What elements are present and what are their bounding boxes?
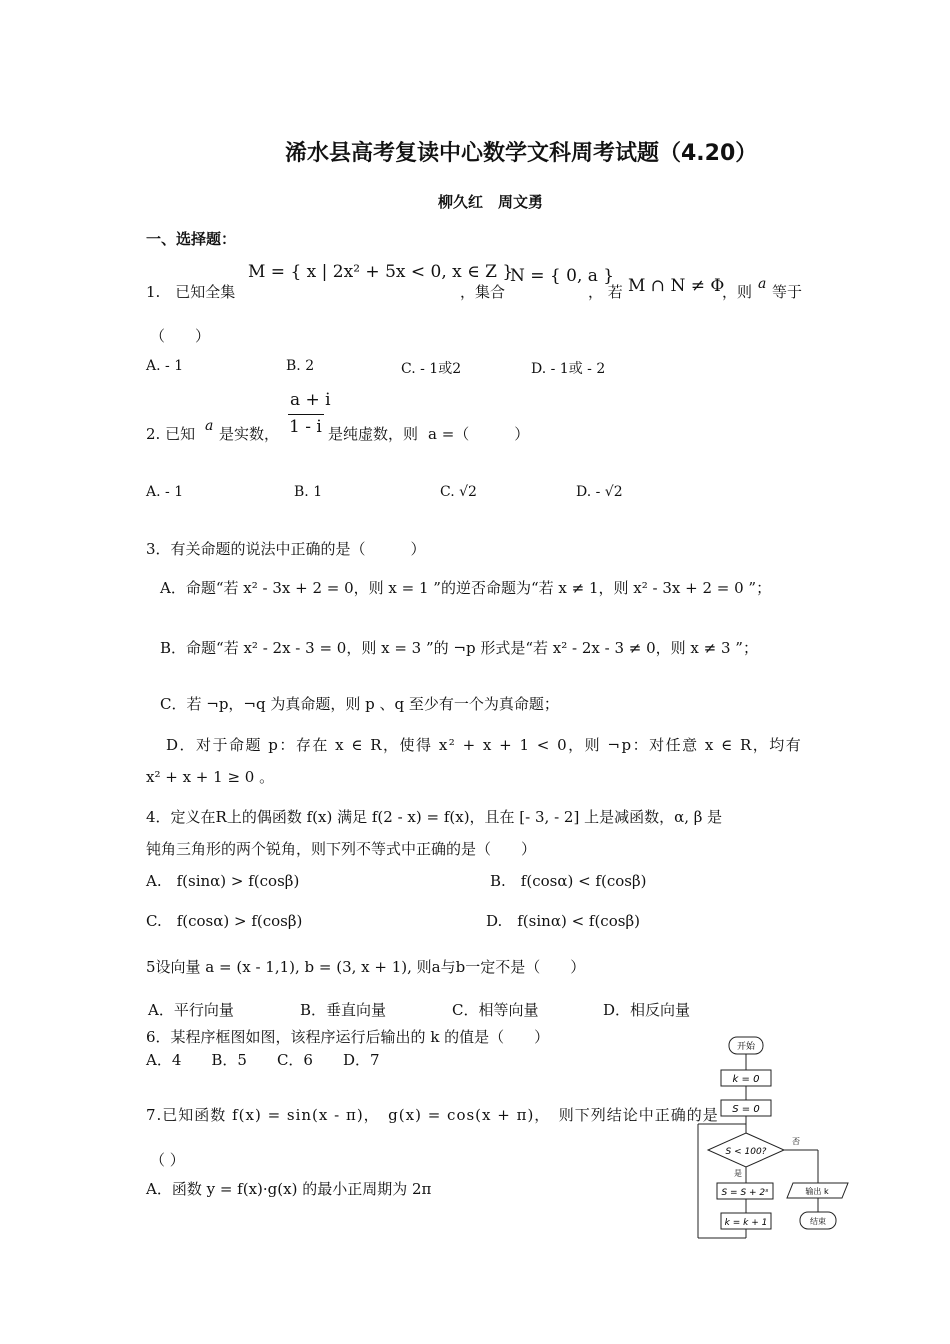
flowchart-no-label: 否 [792,1137,800,1146]
q6-options: A．4 B．5 C．6 D．7 [146,1051,380,1069]
flowchart-output-label: 输出 k [805,1187,829,1196]
q2-numerator: a + i [290,390,331,410]
q1-option-b: B. 2 [286,358,315,374]
q3-option-d-line2: x² + x + 1 ≥ 0 。 [146,768,275,786]
q7-stem: 7.已知函数 f(x) = sin(x - π)， g(x) = cos(x + π)， 则下列结论中正确的是 [146,1106,719,1124]
q3-option-c: C．若 ¬p，¬q 为真命题，则 p 、q 至少有一个为真命题； [160,695,559,713]
q2-lead: 2. 已知 [146,425,196,443]
q4-option-b: B. f(cosα) < f(cosβ) [490,872,647,890]
section-heading: 一、选择题： [146,230,237,248]
q1-option-c: C. - 1或2 [401,361,462,377]
q2-option-a: A. - 1 [146,484,184,500]
q2-eq: a =（ ） [428,425,530,443]
q2-option-d: D. - √2 [576,484,623,500]
q5-option-a: A．平行向量 [148,1001,234,1019]
q1-lead: 1. 已知全集 [146,283,236,301]
q4-stem-line1: 4．定义在R上的偶函数 f(x) 满足 f(2 - x) = f(x)，且在 [- 3, - 2] 上是减函数，α, β 是 [146,808,723,826]
flowchart-start-label: 开始 [736,1042,756,1052]
q3-option-a: A．命题“若 x² - 3x + 2 = 0，则 x = 1 ”的逆否命题为“若 x ≠ 1，则 x² - 3x + 2 = 0 ”； [160,579,772,597]
q4-option-c: C. f(cosα) > f(cosβ) [146,912,303,930]
q2-denominator: 1 - i [289,417,322,437]
flowchart-condition-label: S < 100? [725,1147,767,1157]
q1-set-m: M = { x | 2x² + 5x < 0, x ∈ Z } [248,262,514,282]
q1-var: a [758,276,767,292]
q1-paren: （ ） [150,327,211,345]
q2-option-b: B. 1 [294,484,323,500]
q1-set-n: N = { 0, a } [510,266,615,286]
q4-stem-line2: 钝角三角形的两个锐角，则下列不等式中正确的是（ ） [146,840,537,858]
flowchart-update-s-label: S = S + 2ˢ [721,1188,769,1198]
q3-option-d-line1: D．对于命题 p：存在 x ∈ R，使得 x² + x + 1 < 0，则 ¬p：对任意 x ∈ R，均有 [166,736,803,754]
q4-option-d: D. f(sinα) < f(cosβ) [486,912,640,930]
q1-option-a: A. - 1 [146,358,184,374]
page-title: 浠水县高考复读中心数学文科周考试题（4.20） [285,141,758,166]
q5-option-b: B．垂直向量 [300,1001,387,1019]
flowchart-yes-label: 是 [734,1169,742,1178]
q6-stem: 6．某程序框图如图，该程序运行后输出的 k 的值是（ ） [146,1028,550,1046]
q4-option-a: A. f(sinα) > f(cosβ) [146,872,300,890]
q2-fraction-bar [288,414,324,415]
q2-var: a [205,418,214,434]
q3-stem: 3．有关命题的说法中正确的是（ ） [146,540,426,558]
flowchart-update-k-label: k = k + 1 [724,1218,768,1228]
q2-option-c: C. √2 [440,484,477,500]
q1-option-d: D. - 1或 - 2 [531,361,606,377]
q2-tail: 是纯虚数，则 [328,425,419,443]
q7-paren: （ ） [150,1151,185,1169]
q1-cond-lead: ， 若 [588,283,623,301]
q2-mid: 是实数， [219,425,280,443]
q1-tail-b: 等于 [772,283,803,301]
flowchart-s0-label: S = 0 [732,1104,760,1115]
q5-stem: 5设向量 a = (x - 1,1), b = (3, x + 1), 则a与b一定不是（ ） [146,958,586,976]
q7-option-a: A．函数 y = f(x)·g(x) 的最小正周期为 2π [146,1180,432,1198]
authors: 柳久红 周文勇 [438,193,544,211]
q3-option-b: B．命题“若 x² - 2x - 3 = 0，则 x = 3 ”的 ¬p 形式是“若 x² - 2x - 3 ≠ 0，则 x ≠ 3 ”； [160,639,758,657]
q1-cond: M ∩ N ≠ Φ [628,276,725,296]
flowchart-end-label: 结束 [810,1217,826,1226]
q1-tail-a: ，则 [722,283,753,301]
q5-option-d: D．相反向量 [603,1001,691,1019]
q1-mid: ，集合 [460,283,506,301]
flowchart-diagram [690,1030,870,1245]
q5-option-c: C．相等向量 [452,1001,539,1019]
flowchart-k0-label: k = 0 [732,1074,760,1085]
